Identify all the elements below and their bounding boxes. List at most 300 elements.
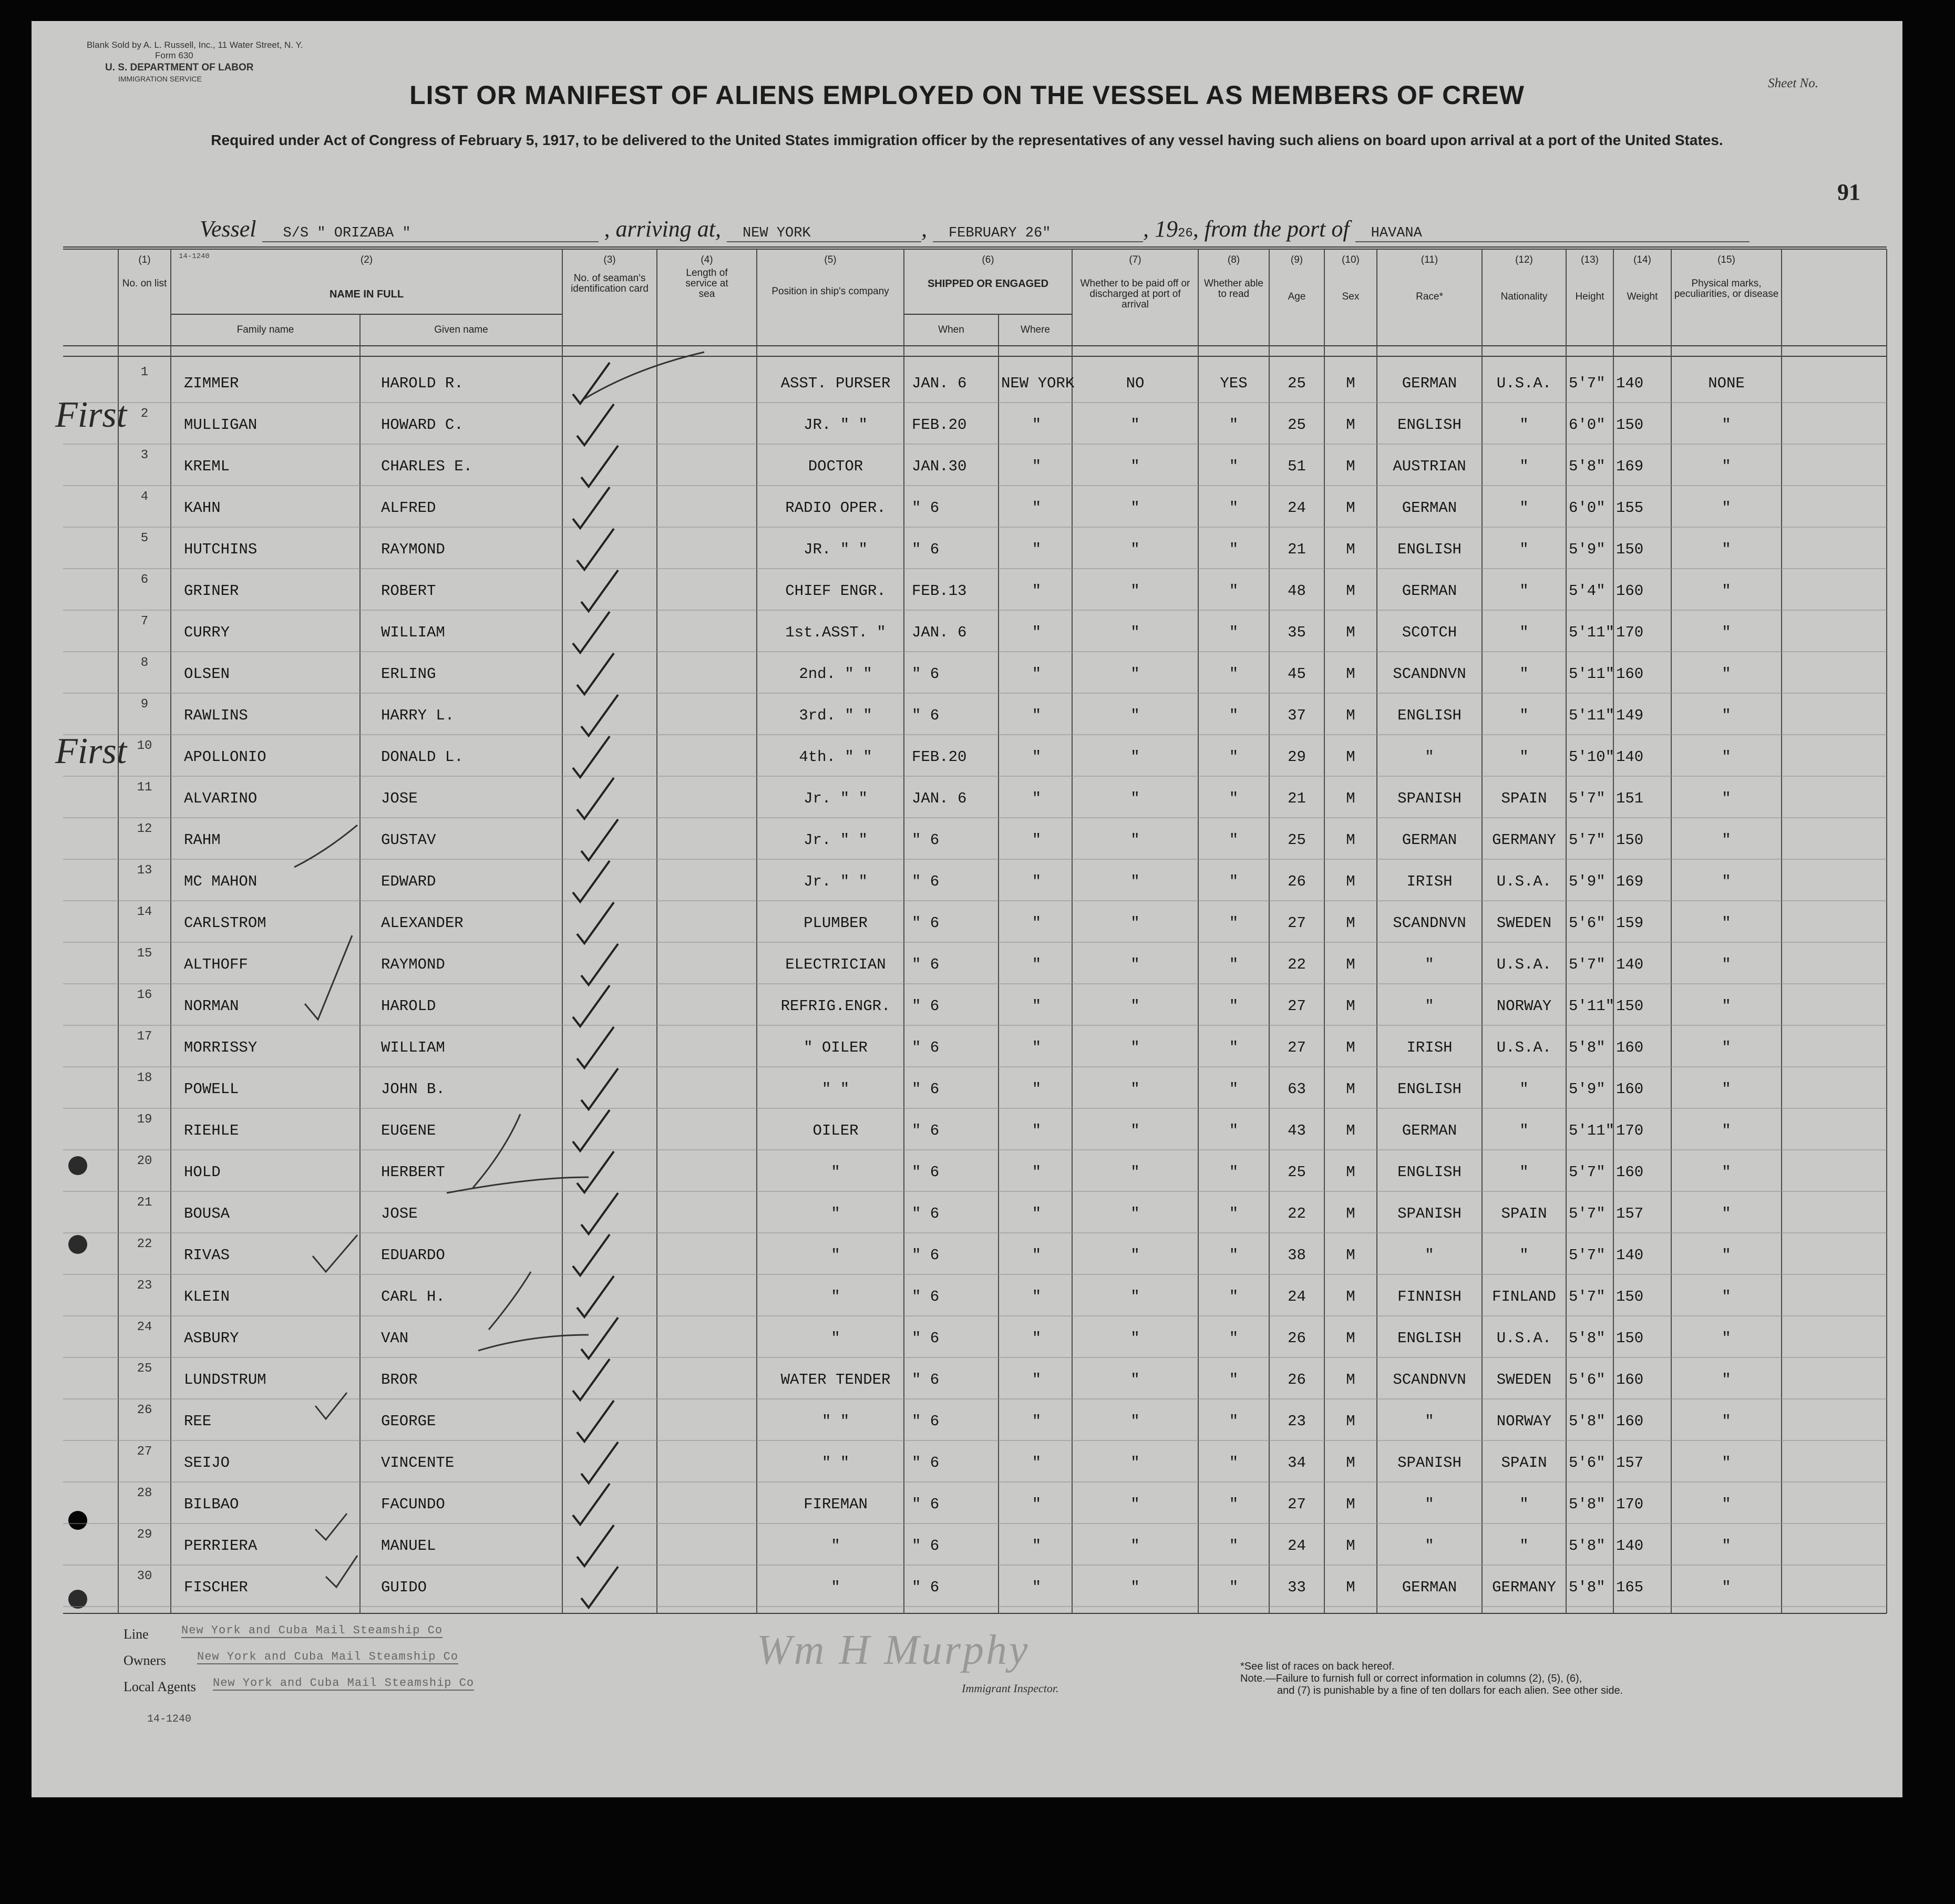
col8-header-num: (8): [1227, 254, 1240, 265]
arrival-date: FEBRUARY 26": [933, 225, 1143, 242]
shipped-where: ": [1032, 997, 1042, 1015]
weight: 140: [1616, 375, 1644, 392]
weight: 169: [1616, 458, 1644, 475]
nationality: ": [1519, 1496, 1529, 1513]
sex: M: [1346, 375, 1355, 392]
height: 5'7": [1569, 956, 1606, 973]
nationality: U.S.A.: [1496, 375, 1552, 392]
nationality: ": [1519, 665, 1529, 683]
physical-marks: ": [1722, 1080, 1731, 1098]
row-number: 2: [140, 407, 149, 421]
check-mark: [581, 1068, 618, 1109]
height: 5'11": [1569, 707, 1615, 724]
paid-off: ": [1130, 1122, 1140, 1139]
paid-off: ": [1130, 790, 1140, 807]
line-label: Line: [124, 1627, 149, 1642]
given-name: EDWARD: [381, 873, 436, 890]
age: 27: [1288, 1039, 1306, 1056]
age: 37: [1288, 707, 1306, 724]
shipped-where: ": [1032, 1413, 1042, 1430]
shipped-when: " 6: [912, 1454, 940, 1471]
service-name: IMMIGRATION SERVICE: [118, 75, 202, 83]
paid-off: ": [1130, 873, 1140, 890]
height: 5'9": [1569, 541, 1606, 558]
sheet-number: 91: [1837, 179, 1860, 205]
check-mark: [577, 1027, 614, 1068]
physical-marks: ": [1722, 582, 1731, 600]
able-to-read: ": [1229, 1537, 1239, 1555]
check-mark: [577, 1276, 614, 1317]
paid-off: ": [1130, 1164, 1140, 1181]
given-name: DONALD L.: [381, 748, 464, 766]
nationality: ": [1519, 748, 1529, 766]
able-to-read: ": [1229, 1122, 1239, 1139]
age: 33: [1288, 1579, 1306, 1596]
sex: M: [1346, 499, 1355, 517]
check-mark: [577, 778, 614, 819]
sex: M: [1346, 997, 1355, 1015]
shipped-where: ": [1032, 1288, 1042, 1305]
shipped-when: JAN. 6: [912, 624, 967, 641]
weight: 170: [1616, 1122, 1644, 1139]
weight: 170: [1616, 624, 1644, 641]
shipped-where: ": [1032, 541, 1042, 558]
nationality: ": [1519, 1080, 1529, 1098]
family-name: RIVAS: [184, 1247, 230, 1264]
check-mark: [577, 653, 614, 694]
sex: M: [1346, 624, 1355, 641]
weight: 150: [1616, 416, 1644, 434]
physical-marks: ": [1722, 499, 1731, 517]
shipped-where: ": [1032, 416, 1042, 434]
col13-header-num: (13): [1581, 254, 1599, 265]
check-mark: [581, 1318, 618, 1358]
race: AUSTRIAN: [1393, 458, 1466, 475]
race: ": [1425, 956, 1434, 973]
physical-marks: ": [1722, 1496, 1731, 1513]
shipped-when: FEB.20: [912, 748, 967, 766]
check-mark: [573, 363, 610, 404]
sex: M: [1346, 1330, 1355, 1347]
physical-marks: ": [1722, 914, 1731, 932]
race: GERMAN: [1402, 375, 1457, 392]
row-number: 3: [140, 448, 149, 462]
sex: M: [1346, 1039, 1355, 1056]
paid-off: ": [1130, 1537, 1140, 1555]
age: 24: [1288, 499, 1306, 517]
sex: M: [1346, 458, 1355, 475]
nationality: ": [1519, 1537, 1529, 1555]
given-name: ERLING: [381, 665, 436, 683]
shipped-where: ": [1032, 1247, 1042, 1264]
col15-header-num: (15): [1717, 254, 1735, 265]
nationality: ": [1519, 416, 1529, 434]
given-name: WILLIAM: [381, 1039, 445, 1056]
able-to-read: ": [1229, 997, 1239, 1015]
row-number: 7: [140, 614, 149, 629]
able-to-read: ": [1229, 1164, 1239, 1181]
inspector-label: Immigrant Inspector.: [962, 1682, 1059, 1695]
check-mark: [573, 612, 610, 653]
nationality: U.S.A.: [1496, 873, 1552, 890]
race: ": [1425, 997, 1434, 1015]
col7-header: Whether to be paid off or discharged at port of arrival: [1080, 278, 1190, 310]
position: OILER: [812, 1122, 859, 1139]
shipped-where: ": [1032, 1164, 1042, 1181]
height: 5'7": [1569, 1205, 1606, 1222]
family-name: KLEIN: [184, 1288, 230, 1305]
nationality: SWEDEN: [1496, 914, 1552, 932]
given-name: VINCENTE: [381, 1454, 455, 1471]
height: 5'8": [1569, 1330, 1606, 1347]
physical-marks: ": [1722, 1413, 1731, 1430]
col10-header: Sex: [1342, 291, 1360, 302]
nationality: SWEDEN: [1496, 1371, 1552, 1388]
height: 5'9": [1569, 873, 1606, 890]
able-to-read: ": [1229, 416, 1239, 434]
col4-header: Length of service at sea: [685, 267, 728, 300]
row-number: 14: [137, 905, 152, 919]
manifest-page: [32, 21, 1902, 1797]
document-subtitle: Required under Act of Congress of February 5, 1917, to be delivered to the United States immigration officer by the representatives of any vessel having such aliens on board upon arrival at a port of the United States.: [211, 132, 1723, 148]
races-note: *See list of races on back hereof.: [1240, 1661, 1395, 1672]
race: SCOTCH: [1402, 624, 1457, 641]
nationality: ": [1519, 582, 1529, 600]
given-name: HAROLD: [381, 997, 436, 1015]
col12-header: Nationality: [1500, 291, 1548, 302]
col6-header: SHIPPED OR ENGAGED: [927, 278, 1049, 290]
col2-header: NAME IN FULL: [329, 289, 404, 300]
position: " ": [821, 1454, 850, 1471]
given-name: MANUEL: [381, 1537, 436, 1555]
race: GERMAN: [1402, 1579, 1457, 1596]
shipped-when: " 6: [912, 1080, 940, 1098]
height: 5'8": [1569, 1579, 1606, 1596]
pencil-annotation: First: [55, 395, 127, 435]
position: ASST. PURSER: [780, 375, 891, 392]
check-mark: [573, 861, 610, 902]
shipped-where: ": [1032, 956, 1042, 973]
able-to-read: ": [1229, 1288, 1239, 1305]
row-number: 23: [137, 1279, 152, 1293]
given-name: JOSE: [381, 1205, 418, 1222]
shipped-when: " 6: [912, 1413, 940, 1430]
row-number: 12: [137, 822, 152, 836]
age: 38: [1288, 1247, 1306, 1264]
weight: 155: [1616, 499, 1644, 517]
shipped-when: " 6: [912, 997, 940, 1015]
physical-marks: ": [1722, 665, 1731, 683]
col13-header: Height: [1575, 291, 1604, 302]
penalty-note: Note.—Failure to furnish full or correct information in columns (2), (5), (6),: [1240, 1673, 1582, 1684]
row-number: 13: [137, 863, 152, 878]
able-to-read: ": [1229, 1247, 1239, 1264]
paid-off: ": [1130, 1454, 1140, 1471]
col11-header-num: (11): [1421, 254, 1438, 265]
check-mark: [577, 529, 614, 570]
given-name: JOHN B.: [381, 1080, 445, 1098]
weight: 159: [1616, 914, 1644, 932]
family-name: KREML: [184, 458, 230, 475]
paid-off: ": [1130, 1288, 1140, 1305]
given-name: FACUNDO: [381, 1496, 445, 1513]
col4-header-num: (4): [701, 254, 713, 265]
line-value: New York and Cuba Mail Steamship Co: [181, 1624, 443, 1637]
age: 25: [1288, 416, 1306, 434]
sex: M: [1346, 1413, 1355, 1430]
shipped-when: FEB.20: [912, 416, 967, 434]
age: 25: [1288, 831, 1306, 849]
check-mark: [581, 1442, 618, 1483]
height: 5'8": [1569, 1496, 1606, 1513]
shipped-when: " 6: [912, 499, 940, 517]
height: 5'4": [1569, 582, 1606, 600]
col14-header-num: (14): [1633, 254, 1651, 265]
position: WATER TENDER: [780, 1371, 891, 1388]
position: DOCTOR: [808, 458, 863, 475]
race: ENGLISH: [1397, 1330, 1462, 1347]
check-mark: [573, 1110, 610, 1151]
shipped-where: ": [1032, 1579, 1042, 1596]
form-number: Form 630: [155, 50, 193, 60]
sex: M: [1346, 914, 1355, 932]
paid-off: ": [1130, 914, 1140, 932]
row-number: 26: [137, 1403, 152, 1417]
age: 29: [1288, 748, 1306, 766]
family-name: BOUSA: [184, 1205, 230, 1222]
row-number: 19: [137, 1113, 152, 1127]
given-name: ROBERT: [381, 582, 436, 600]
physical-marks: ": [1722, 541, 1731, 558]
weight: 165: [1616, 1579, 1644, 1596]
weight: 150: [1616, 1288, 1644, 1305]
age: 25: [1288, 375, 1306, 392]
weight: 140: [1616, 748, 1644, 766]
comma: ,: [921, 216, 927, 242]
row-number: 17: [137, 1030, 152, 1044]
age: 48: [1288, 582, 1306, 600]
row-number: 20: [137, 1154, 152, 1168]
row-number: 15: [137, 946, 152, 961]
weight: 160: [1616, 1039, 1644, 1056]
able-to-read: ": [1229, 1080, 1239, 1098]
given-name: GUIDO: [381, 1579, 427, 1596]
family-name: HUTCHINS: [184, 541, 258, 558]
physical-marks: ": [1722, 1330, 1731, 1347]
paid-off: ": [1130, 499, 1140, 517]
sex: M: [1346, 1579, 1355, 1596]
position: Jr. " ": [804, 790, 868, 807]
shipped-when: " 6: [912, 873, 940, 890]
sex: M: [1346, 956, 1355, 973]
age: 34: [1288, 1454, 1306, 1471]
given-name: EDUARDO: [381, 1247, 445, 1264]
nationality: FINLAND: [1492, 1288, 1556, 1305]
race: GERMAN: [1402, 831, 1457, 849]
able-to-read: ": [1229, 1454, 1239, 1471]
position: CHIEF ENGR.: [785, 582, 886, 600]
given-name: HERBERT: [381, 1164, 445, 1181]
given-name: GEORGE: [381, 1413, 436, 1430]
family-name: CURRY: [184, 624, 230, 641]
nationality: NORWAY: [1496, 997, 1552, 1015]
age: 63: [1288, 1080, 1306, 1098]
nationality: GERMANY: [1492, 831, 1556, 849]
nationality: U.S.A.: [1496, 1330, 1552, 1347]
given-name: HARRY L.: [381, 707, 455, 724]
paid-off: ": [1130, 707, 1140, 724]
check-mark: [581, 695, 618, 736]
sex: M: [1346, 707, 1355, 724]
shipped-where: ": [1032, 748, 1042, 766]
col7-header-num: (7): [1129, 254, 1141, 265]
age: 45: [1288, 665, 1306, 683]
physical-marks: ": [1722, 458, 1731, 475]
age: 23: [1288, 1413, 1306, 1430]
row-number: 5: [140, 531, 149, 546]
sex: M: [1346, 1288, 1355, 1305]
race: SPANISH: [1397, 790, 1462, 807]
shipped-where: ": [1032, 914, 1042, 932]
vessel-label: Vessel: [200, 216, 256, 242]
race: SCANDNVN: [1393, 914, 1466, 932]
position: Jr. " ": [804, 873, 868, 890]
shipped-where: NEW YORK: [1001, 375, 1075, 392]
race: ENGLISH: [1397, 416, 1462, 434]
sex: M: [1346, 541, 1355, 558]
height: 5'7": [1569, 375, 1606, 392]
position: ": [831, 1537, 840, 1555]
family-name: RAWLINS: [184, 707, 248, 724]
shipped-when: JAN. 6: [912, 375, 967, 392]
check-mark: [581, 1193, 618, 1234]
family-name: REE: [184, 1413, 212, 1430]
race: ": [1425, 1537, 1434, 1555]
able-to-read: ": [1229, 873, 1239, 890]
physical-marks: ": [1722, 1454, 1731, 1471]
sex: M: [1346, 665, 1355, 683]
family-name: RIEHLE: [184, 1122, 239, 1139]
physical-marks: ": [1722, 790, 1731, 807]
height: 5'7": [1569, 831, 1606, 849]
paid-off: ": [1130, 1205, 1140, 1222]
able-to-read: ": [1229, 541, 1239, 558]
given-name: CARL H.: [381, 1288, 445, 1305]
row-number: 16: [137, 988, 152, 1002]
age: 27: [1288, 997, 1306, 1015]
race: ": [1425, 1247, 1434, 1264]
paid-off: ": [1130, 997, 1140, 1015]
sex: M: [1346, 790, 1355, 807]
position: " OILER: [804, 1039, 868, 1056]
family-name: FISCHER: [184, 1579, 248, 1596]
race: FINNISH: [1397, 1288, 1462, 1305]
family-name: ASBURY: [184, 1330, 239, 1347]
check-mark: [573, 736, 610, 777]
nationality: ": [1519, 1122, 1529, 1139]
age: 22: [1288, 1205, 1306, 1222]
paid-off: ": [1130, 416, 1140, 434]
paid-off: ": [1130, 458, 1140, 475]
check-mark: [577, 902, 614, 943]
given-name: HOWARD C.: [381, 416, 464, 434]
weight: 170: [1616, 1496, 1644, 1513]
row-number: 24: [137, 1320, 152, 1334]
check-mark: [573, 1359, 610, 1400]
race: ENGLISH: [1397, 707, 1462, 724]
sex: M: [1346, 1454, 1355, 1471]
col5-header-num: (5): [824, 254, 837, 265]
height: 5'7": [1569, 1164, 1606, 1181]
paid-off: ": [1130, 624, 1140, 641]
height: 5'9": [1569, 1080, 1606, 1098]
col11-header: Race*: [1416, 291, 1443, 302]
shipped-when: " 6: [912, 1247, 940, 1264]
sex: M: [1346, 1537, 1355, 1555]
physical-marks: ": [1722, 956, 1731, 973]
height: 5'7": [1569, 790, 1606, 807]
owners-label: Owners: [124, 1653, 166, 1668]
age: 24: [1288, 1288, 1306, 1305]
position: ": [831, 1205, 840, 1222]
physical-marks: ": [1722, 748, 1731, 766]
race: ENGLISH: [1397, 1164, 1462, 1181]
family-name: HOLD: [184, 1164, 221, 1181]
nationality: SPAIN: [1501, 1205, 1547, 1222]
shipped-when: " 6: [912, 1039, 940, 1056]
position: ELECTRICIAN: [785, 956, 886, 973]
paid-off: ": [1130, 1496, 1140, 1513]
paid-off: ": [1130, 956, 1140, 973]
shipped-when: " 6: [912, 831, 940, 849]
race: SPANISH: [1397, 1454, 1462, 1471]
physical-marks: NONE: [1708, 375, 1745, 392]
shipped-when: " 6: [912, 1579, 940, 1596]
shipped-where: ": [1032, 665, 1042, 683]
paid-off: ": [1130, 1579, 1140, 1596]
position: 2nd. " ": [799, 665, 872, 683]
weight: 160: [1616, 1371, 1644, 1388]
nationality: ": [1519, 1247, 1529, 1264]
height: 5'8": [1569, 1039, 1606, 1056]
departure-port: HAVANA: [1355, 225, 1750, 242]
race: SCANDNVN: [1393, 665, 1466, 683]
able-to-read: ": [1229, 458, 1239, 475]
age: 43: [1288, 1122, 1306, 1139]
family-name: BILBAO: [184, 1496, 239, 1513]
weight: 150: [1616, 997, 1644, 1015]
weight: 160: [1616, 665, 1644, 683]
pencil-annotation: First: [55, 731, 127, 771]
height: 5'6": [1569, 1371, 1606, 1388]
shipped-where: ": [1032, 582, 1042, 600]
given-name: WILLIAM: [381, 624, 445, 641]
sheet-no-label: Sheet No.: [1768, 76, 1818, 90]
sex: M: [1346, 1205, 1355, 1222]
check-mark: [577, 1525, 614, 1566]
footer-form-code: 14-1240: [147, 1713, 192, 1725]
physical-marks: ": [1722, 873, 1731, 890]
weight: 157: [1616, 1205, 1644, 1222]
age: 26: [1288, 873, 1306, 890]
height: 5'6": [1569, 1454, 1606, 1471]
family-name: SEIJO: [184, 1454, 230, 1471]
weight: 149: [1616, 707, 1644, 724]
shipped-when: JAN. 6: [912, 790, 967, 807]
weight: 151: [1616, 790, 1644, 807]
shipped-where: ": [1032, 1205, 1042, 1222]
document-title: LIST OR MANIFEST OF ALIENS EMPLOYED ON THE VESSEL AS MEMBERS OF CREW: [409, 80, 1525, 110]
